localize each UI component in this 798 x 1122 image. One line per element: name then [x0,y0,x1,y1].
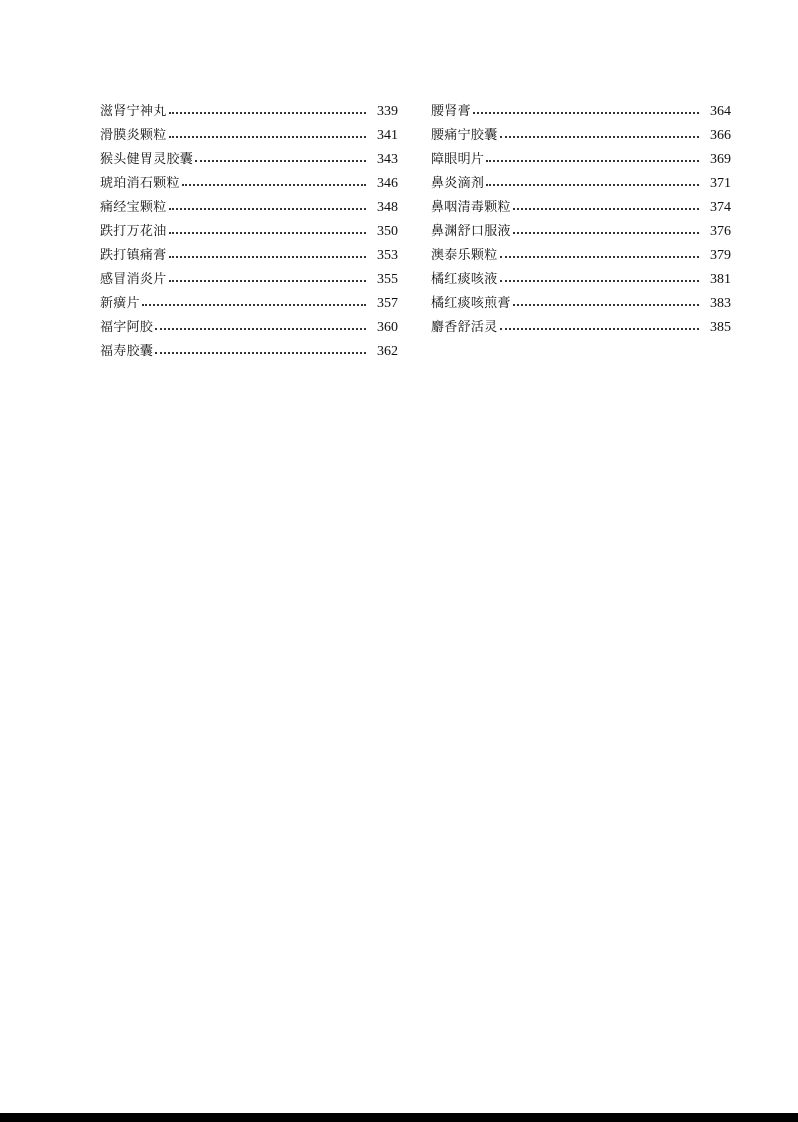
toc-entry [431,149,731,173]
dot-leader [169,112,366,114]
toc-entry-page: 383 [710,296,731,311]
dot-leader [500,280,699,282]
toc-entry-page: 341 [377,128,398,143]
toc-right-column [431,101,731,341]
toc-entry-page: 339 [377,104,398,119]
toc-entry-title: 腰痛宁胶囊 [431,128,498,143]
toc-entry-title: 障眼明片 [431,152,485,167]
toc-entry-page: 355 [377,272,398,287]
dot-leader [500,328,699,330]
toc-entry-title: 滋肾宁神丸 [100,104,167,119]
toc-entry [100,101,398,125]
toc-entry [431,221,731,245]
toc-entry-page: 357 [377,296,398,311]
toc-entry [100,125,398,149]
toc-entry-title: 澳泰乐颗粒 [431,248,498,263]
dot-leader [486,160,699,162]
toc-entry-title: 感冒消炎片 [100,272,167,287]
dot-leader [142,304,366,306]
dot-leader [513,304,699,306]
toc-entry-title: 跌打万花油 [100,224,167,239]
toc-entry-page: 385 [710,320,731,335]
toc-entry [431,125,731,149]
dot-leader [169,208,366,210]
toc-entry [431,101,731,125]
toc-entry [431,173,731,197]
toc-entry [100,149,398,173]
toc-entry-page: 369 [710,152,731,167]
dot-leader [513,232,699,234]
toc-entry [431,197,731,221]
toc-entry [100,221,398,245]
dot-leader [500,136,699,138]
toc-entry [100,173,398,197]
toc-entry-page: 346 [377,176,398,191]
toc-entry [100,245,398,269]
toc-entry-page: 371 [710,176,731,191]
toc-entry-page: 376 [710,224,731,239]
toc-entry [431,317,731,341]
toc-entry [100,197,398,221]
toc-entry-page: 379 [710,248,731,263]
toc-entry [431,293,731,317]
dot-leader [169,136,366,138]
toc-entry-page: 366 [710,128,731,143]
dot-leader [182,184,366,186]
dot-leader [169,256,366,258]
toc-entry-title: 新癀片 [100,296,140,311]
dot-leader [513,208,699,210]
toc-entry [100,269,398,293]
toc-entry-title: 跌打镇痛膏 [100,248,167,263]
toc-entry-title: 鼻渊舒口服液 [431,224,511,239]
dot-leader [473,112,699,114]
toc-entry-title: 麝香舒活灵 [431,320,498,335]
dot-leader [486,184,699,186]
toc-entry-title: 痛经宝颗粒 [100,200,167,215]
toc-left-column [100,101,398,365]
dot-leader [500,256,699,258]
toc-entry-page: 364 [710,104,731,119]
dot-leader [155,328,366,330]
toc-entry-title: 鼻炎滴剂 [431,176,485,191]
toc-entry-page: 360 [377,320,398,335]
scan-bottom-edge [0,1113,798,1122]
toc-entry-title: 福寿胶囊 [100,344,154,359]
toc-entry [100,293,398,317]
dot-leader [169,280,366,282]
dot-leader [195,160,366,162]
toc-entry-title: 橘红痰咳煎膏 [431,296,511,311]
toc-entry-title: 橘红痰咳液 [431,272,498,287]
toc-entry-page: 348 [377,200,398,215]
toc-entry-title: 滑膜炎颗粒 [100,128,167,143]
toc-entry-page: 374 [710,200,731,215]
toc-entry-page: 343 [377,152,398,167]
toc-entry-title: 猴头健胃灵胶囊 [100,152,194,167]
dot-leader [155,352,366,354]
toc-entry [431,269,731,293]
toc-entry [100,341,398,365]
toc-entry-page: 362 [377,344,398,359]
toc-entry-title: 鼻咽清毒颗粒 [431,200,511,215]
toc-entry [431,245,731,269]
toc-entry-title: 福字阿胶 [100,320,154,335]
toc-entry-page: 381 [710,272,731,287]
dot-leader [169,232,366,234]
toc-entry-page: 350 [377,224,398,239]
toc-entry-page: 353 [377,248,398,263]
toc-entry-title: 琥珀消石颗粒 [100,176,180,191]
toc-entry [100,317,398,341]
toc-entry-title: 腰肾膏 [431,104,471,119]
